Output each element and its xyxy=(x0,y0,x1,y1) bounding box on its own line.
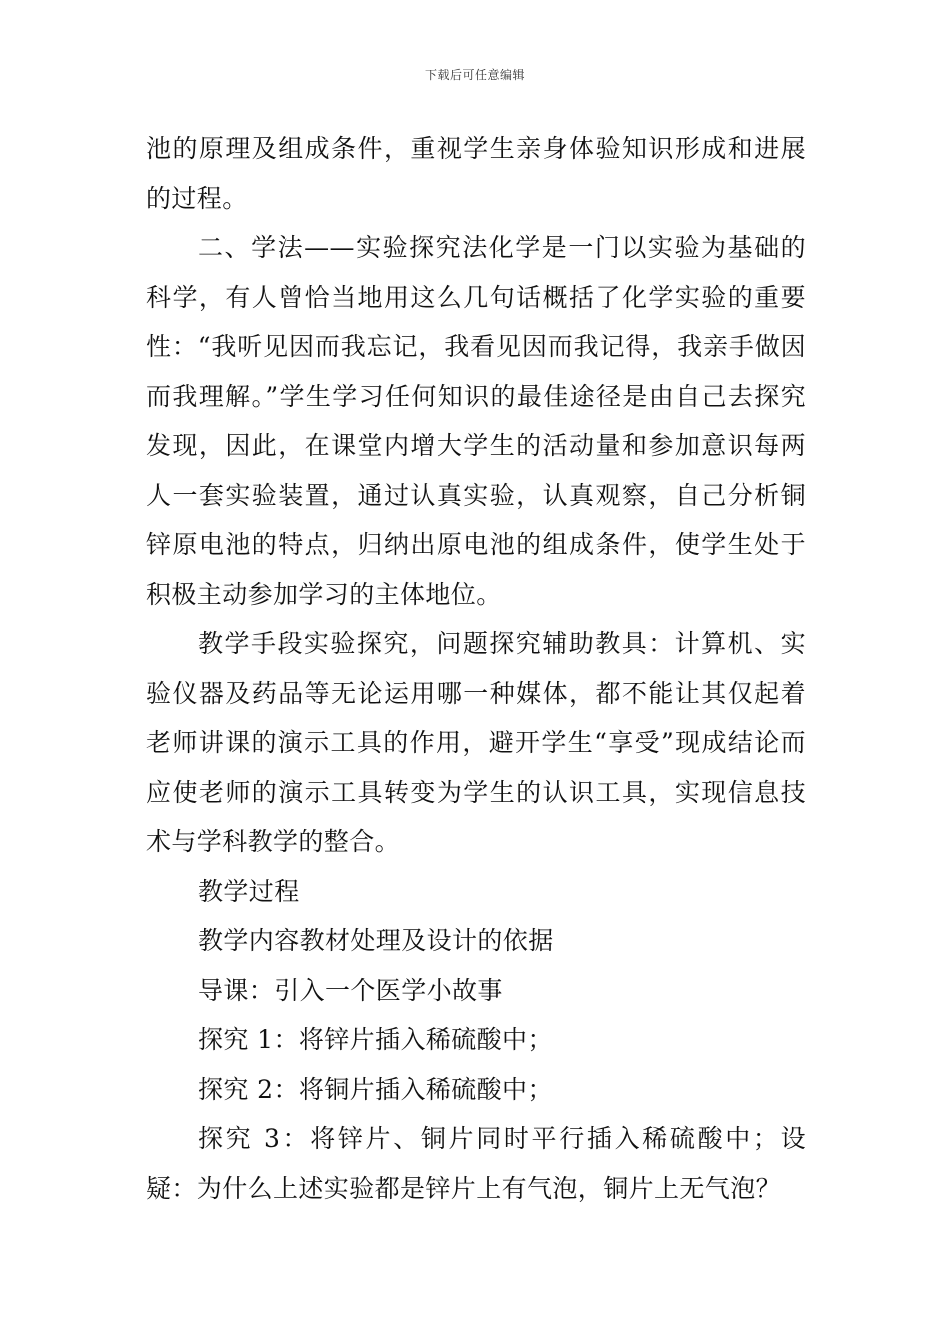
paragraph-continuation: 池的原理及组成条件，重视学生亲身体验知识形成和进展的过程。 xyxy=(146,134,806,213)
paragraph-study-method: 二、学法——实验探究法化学是一门以实验为基础的科学，有人曾恰当地用这么几句话概括了化学实验的重要性：“我听见因而我忘记，我看见因而我记得，我亲手做因而我理解。”学生学习任何知识的最佳途径是由自己去探究发现，因此，在课堂内增大学生的活动量和参加意识每两人一套实验装置，通过认真实验，认真观察，自己分析铜锌原电池的特点，归纳出原电池的组成条件，使学生处于积极主动参加学习的主体地位。 xyxy=(146,233,806,609)
paragraph-teaching-content: 教学内容教材处理及设计的依据 xyxy=(198,926,554,955)
paragraph-lesson-intro: 导课：引入一个医学小故事 xyxy=(198,975,503,1005)
page-header: 下载后可任意编辑 xyxy=(424,68,525,82)
paragraph-inquiry-2: 探究 2：将铜片插入稀硫酸中； xyxy=(198,1074,553,1104)
paragraph-teaching-means: 教学手段实验探究，问题探究辅助教具：计算机、实验仪器及药品等无论运用哪一种媒体，都不能让其仅起着老师讲课的演示工具的作用，避开学生“享受”现成结论而应使老师的演示工具转变为学生的认识工具，实现信息技术与学科教学的整合。 xyxy=(146,629,806,856)
paragraph-inquiry-1: 探究 1：将锌片插入稀硫酸中； xyxy=(198,1025,553,1054)
document-body xyxy=(146,124,806,1213)
paragraph-inquiry-3: 探究 3：将锌片、铜片同时平行插入稀硫酸中；设疑：为什么上述实验都是锌片上有气泡，铜片上无气泡？ xyxy=(146,1124,806,1203)
paragraph-teaching-process: 教学过程 xyxy=(198,876,300,906)
